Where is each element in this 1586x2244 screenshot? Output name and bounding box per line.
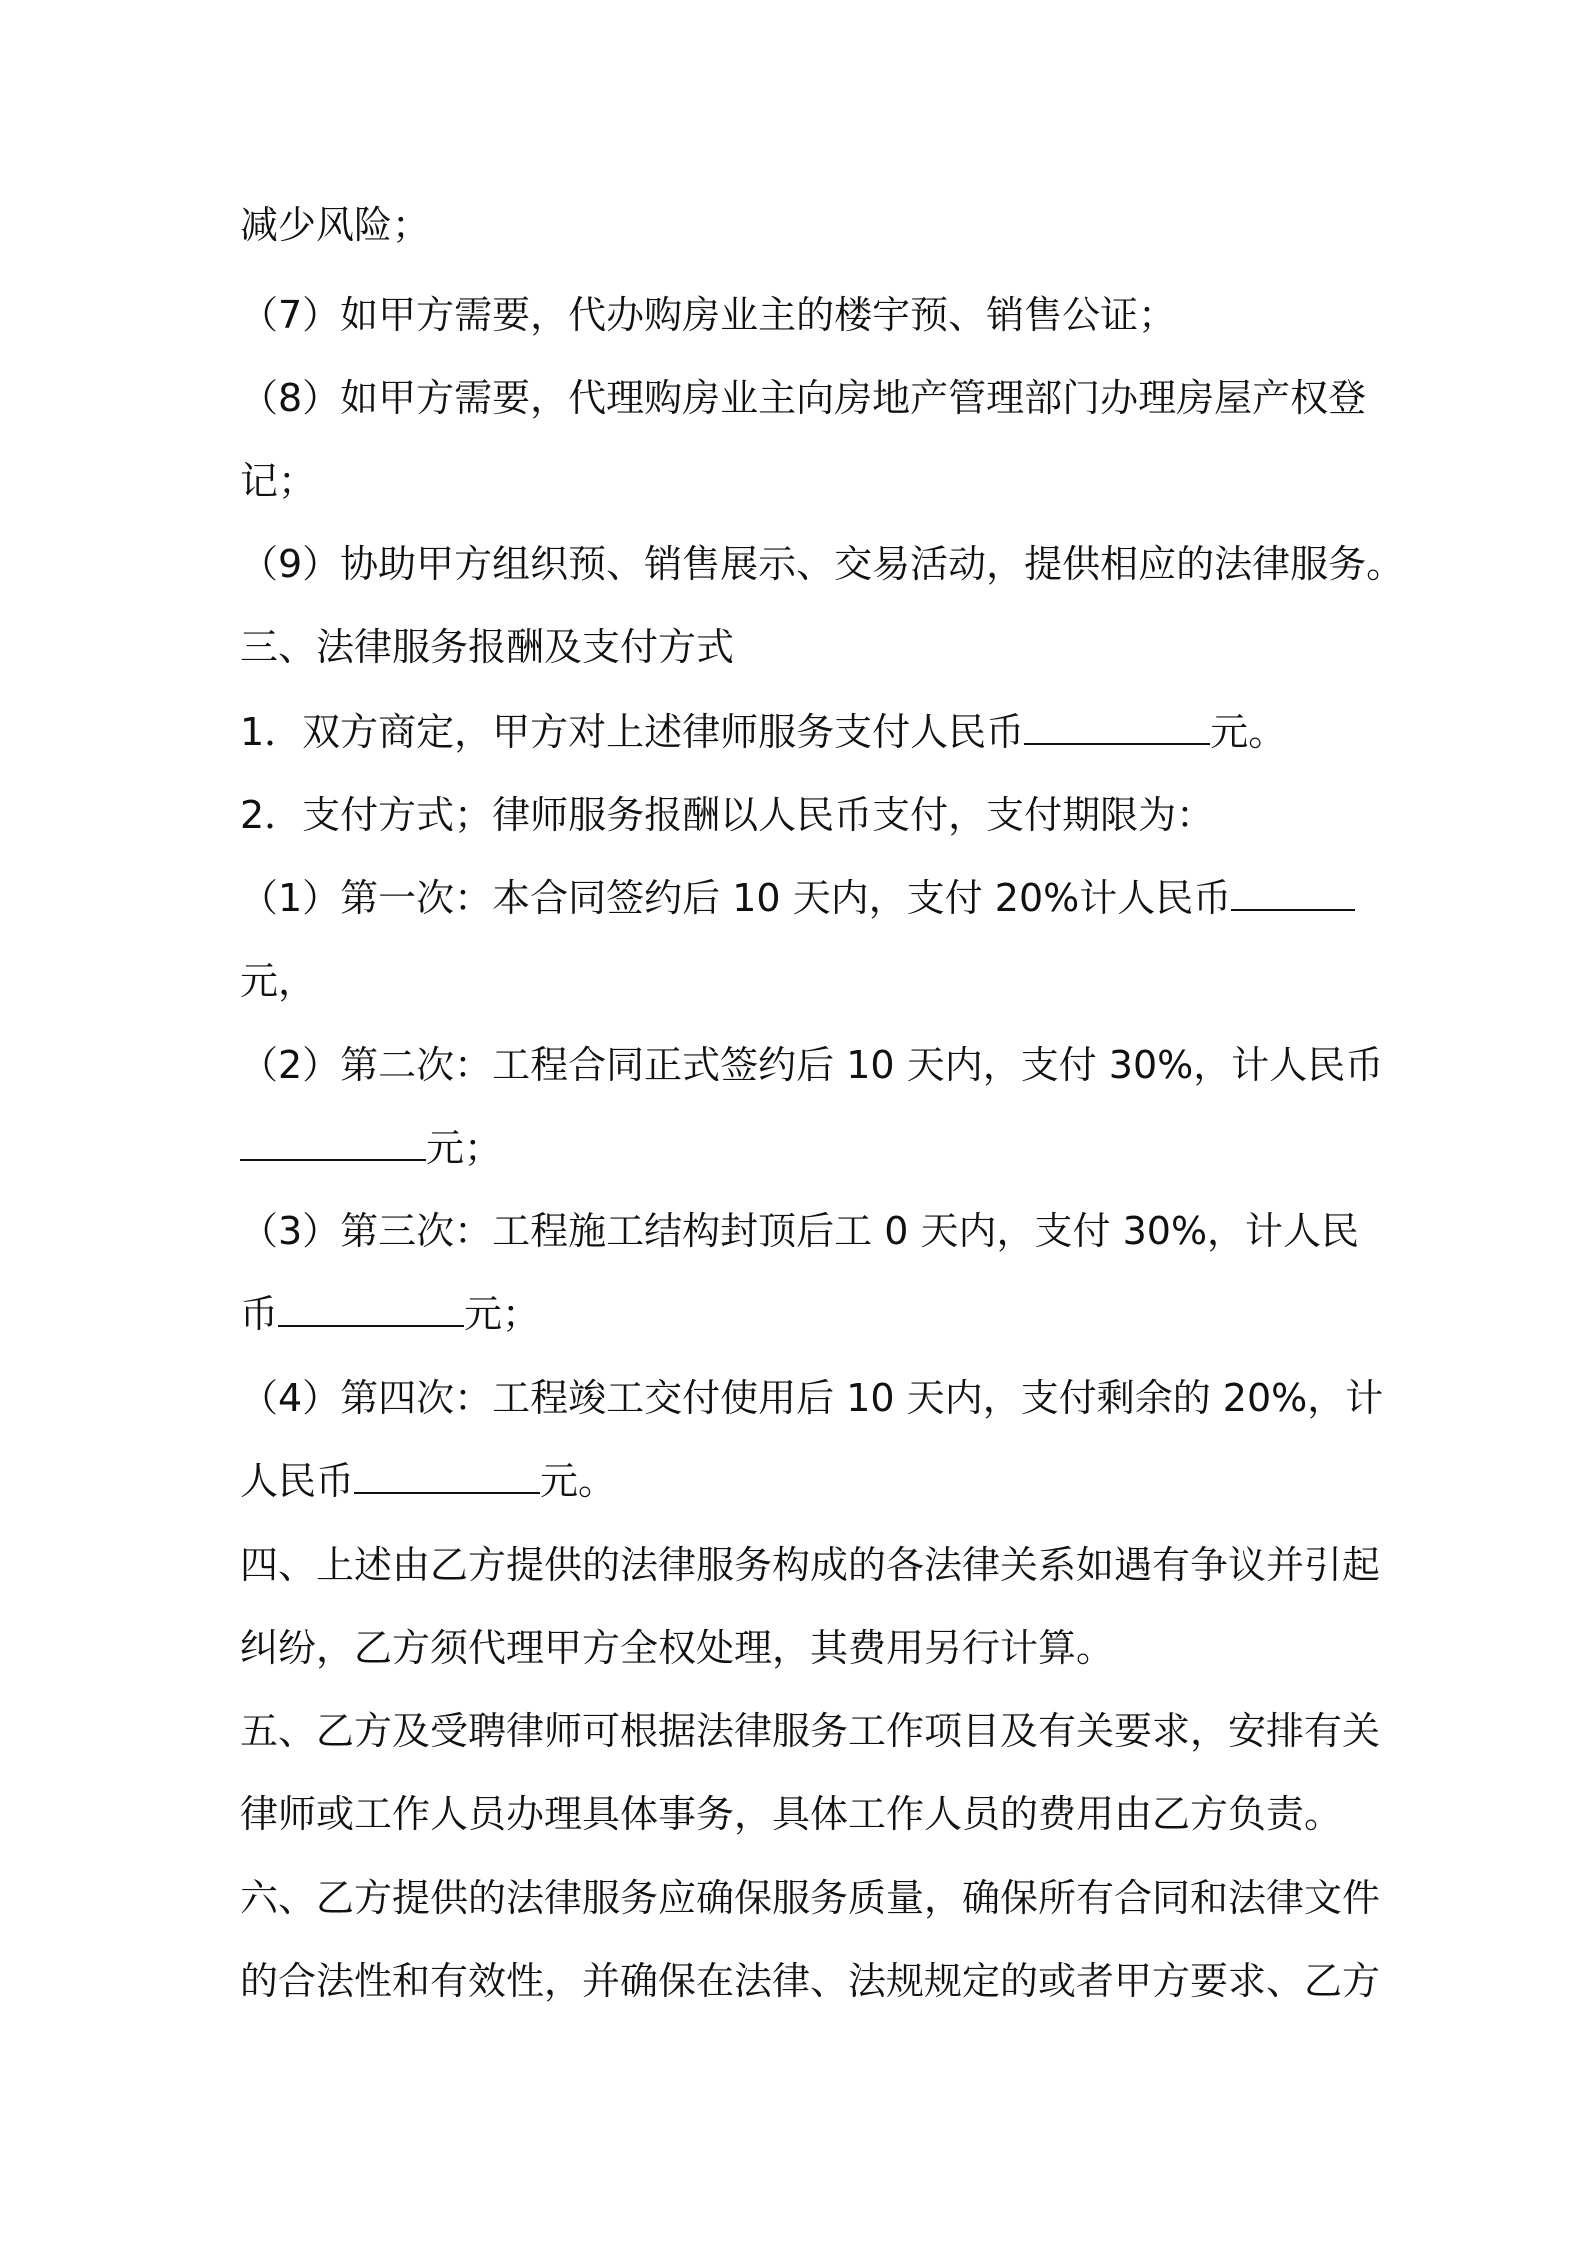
- text-line: 元，: [240, 959, 317, 1003]
- fill-in-blank: [1231, 873, 1355, 911]
- section-heading: 三、法律服务报酬及支付方式: [240, 625, 735, 669]
- text-line: [240, 702, 1286, 762]
- fill-in-blank: [278, 1289, 464, 1327]
- text-segment: 币: [240, 1292, 279, 1336]
- text-line: 减少风险；: [240, 203, 431, 247]
- text-line: [240, 1451, 616, 1511]
- section-heading: 四、上述由乙方提供的法律服务构成的各法律关系如遇有争议并引起: [240, 1543, 1381, 1587]
- text-segment: 1．双方商定，甲方对上述律师服务支付人民币: [240, 710, 1025, 754]
- fill-in-blank: [354, 1456, 540, 1494]
- text-line: [240, 1284, 540, 1344]
- text-segment: 元。: [1210, 710, 1287, 754]
- section-heading: 五、乙方及受聘律师可根据法律服务工作项目及有关要求，安排有关: [240, 1709, 1381, 1753]
- text-line: 的合法性和有效性，并确保在法律、法规规定的或者甲方要求、乙方: [240, 1959, 1381, 2003]
- text-segment: 人民币: [240, 1459, 355, 1503]
- text-line: （3）第三次：工程施工结构封顶后工 0 天内，支付 30%，计人民: [240, 1209, 1360, 1253]
- text-line: （8）如甲方需要，代理购房业主向房地产管理部门办理房屋产权登: [240, 376, 1367, 420]
- text-segment: 元；: [464, 1292, 541, 1336]
- text-line: 2．支付方式；律师服务报酬以人民币支付，支付期限为：: [240, 793, 1215, 837]
- text-line: 记；: [240, 459, 317, 503]
- text-line: （2）第二次：工程合同正式签约后 10 天内，支付 30%，计人民币: [240, 1043, 1384, 1087]
- text-line: [240, 868, 1355, 928]
- text-line: 律师或工作人员办理具体事务，具体工作人员的费用由乙方负责。: [240, 1792, 1343, 1836]
- text-segment: （1）第一次：本合同签约后 10 天内，支付 20%计人民币: [240, 876, 1232, 920]
- text-line: （4）第四次：工程竣工交付使用后 10 天内，支付剩余的 20%，计: [240, 1376, 1384, 1420]
- text-segment: 元。: [540, 1459, 617, 1503]
- section-heading: 六、乙方提供的法律服务应确保服务质量，确保所有合同和法律文件: [240, 1876, 1381, 1920]
- text-line: 纠纷，乙方须代理甲方全权处理，其费用另行计算。: [240, 1626, 1115, 1670]
- text-line: [240, 1118, 502, 1178]
- text-line: （7）如甲方需要，代办购房业主的楼宇预、销售公证；: [240, 293, 1177, 337]
- fill-in-blank: [240, 1123, 426, 1161]
- text-line: （9）协助甲方组织预、销售展示、交易活动，提供相应的法律服务。: [240, 542, 1405, 586]
- fill-in-blank: [1024, 707, 1210, 745]
- text-segment: 元；: [426, 1126, 503, 1170]
